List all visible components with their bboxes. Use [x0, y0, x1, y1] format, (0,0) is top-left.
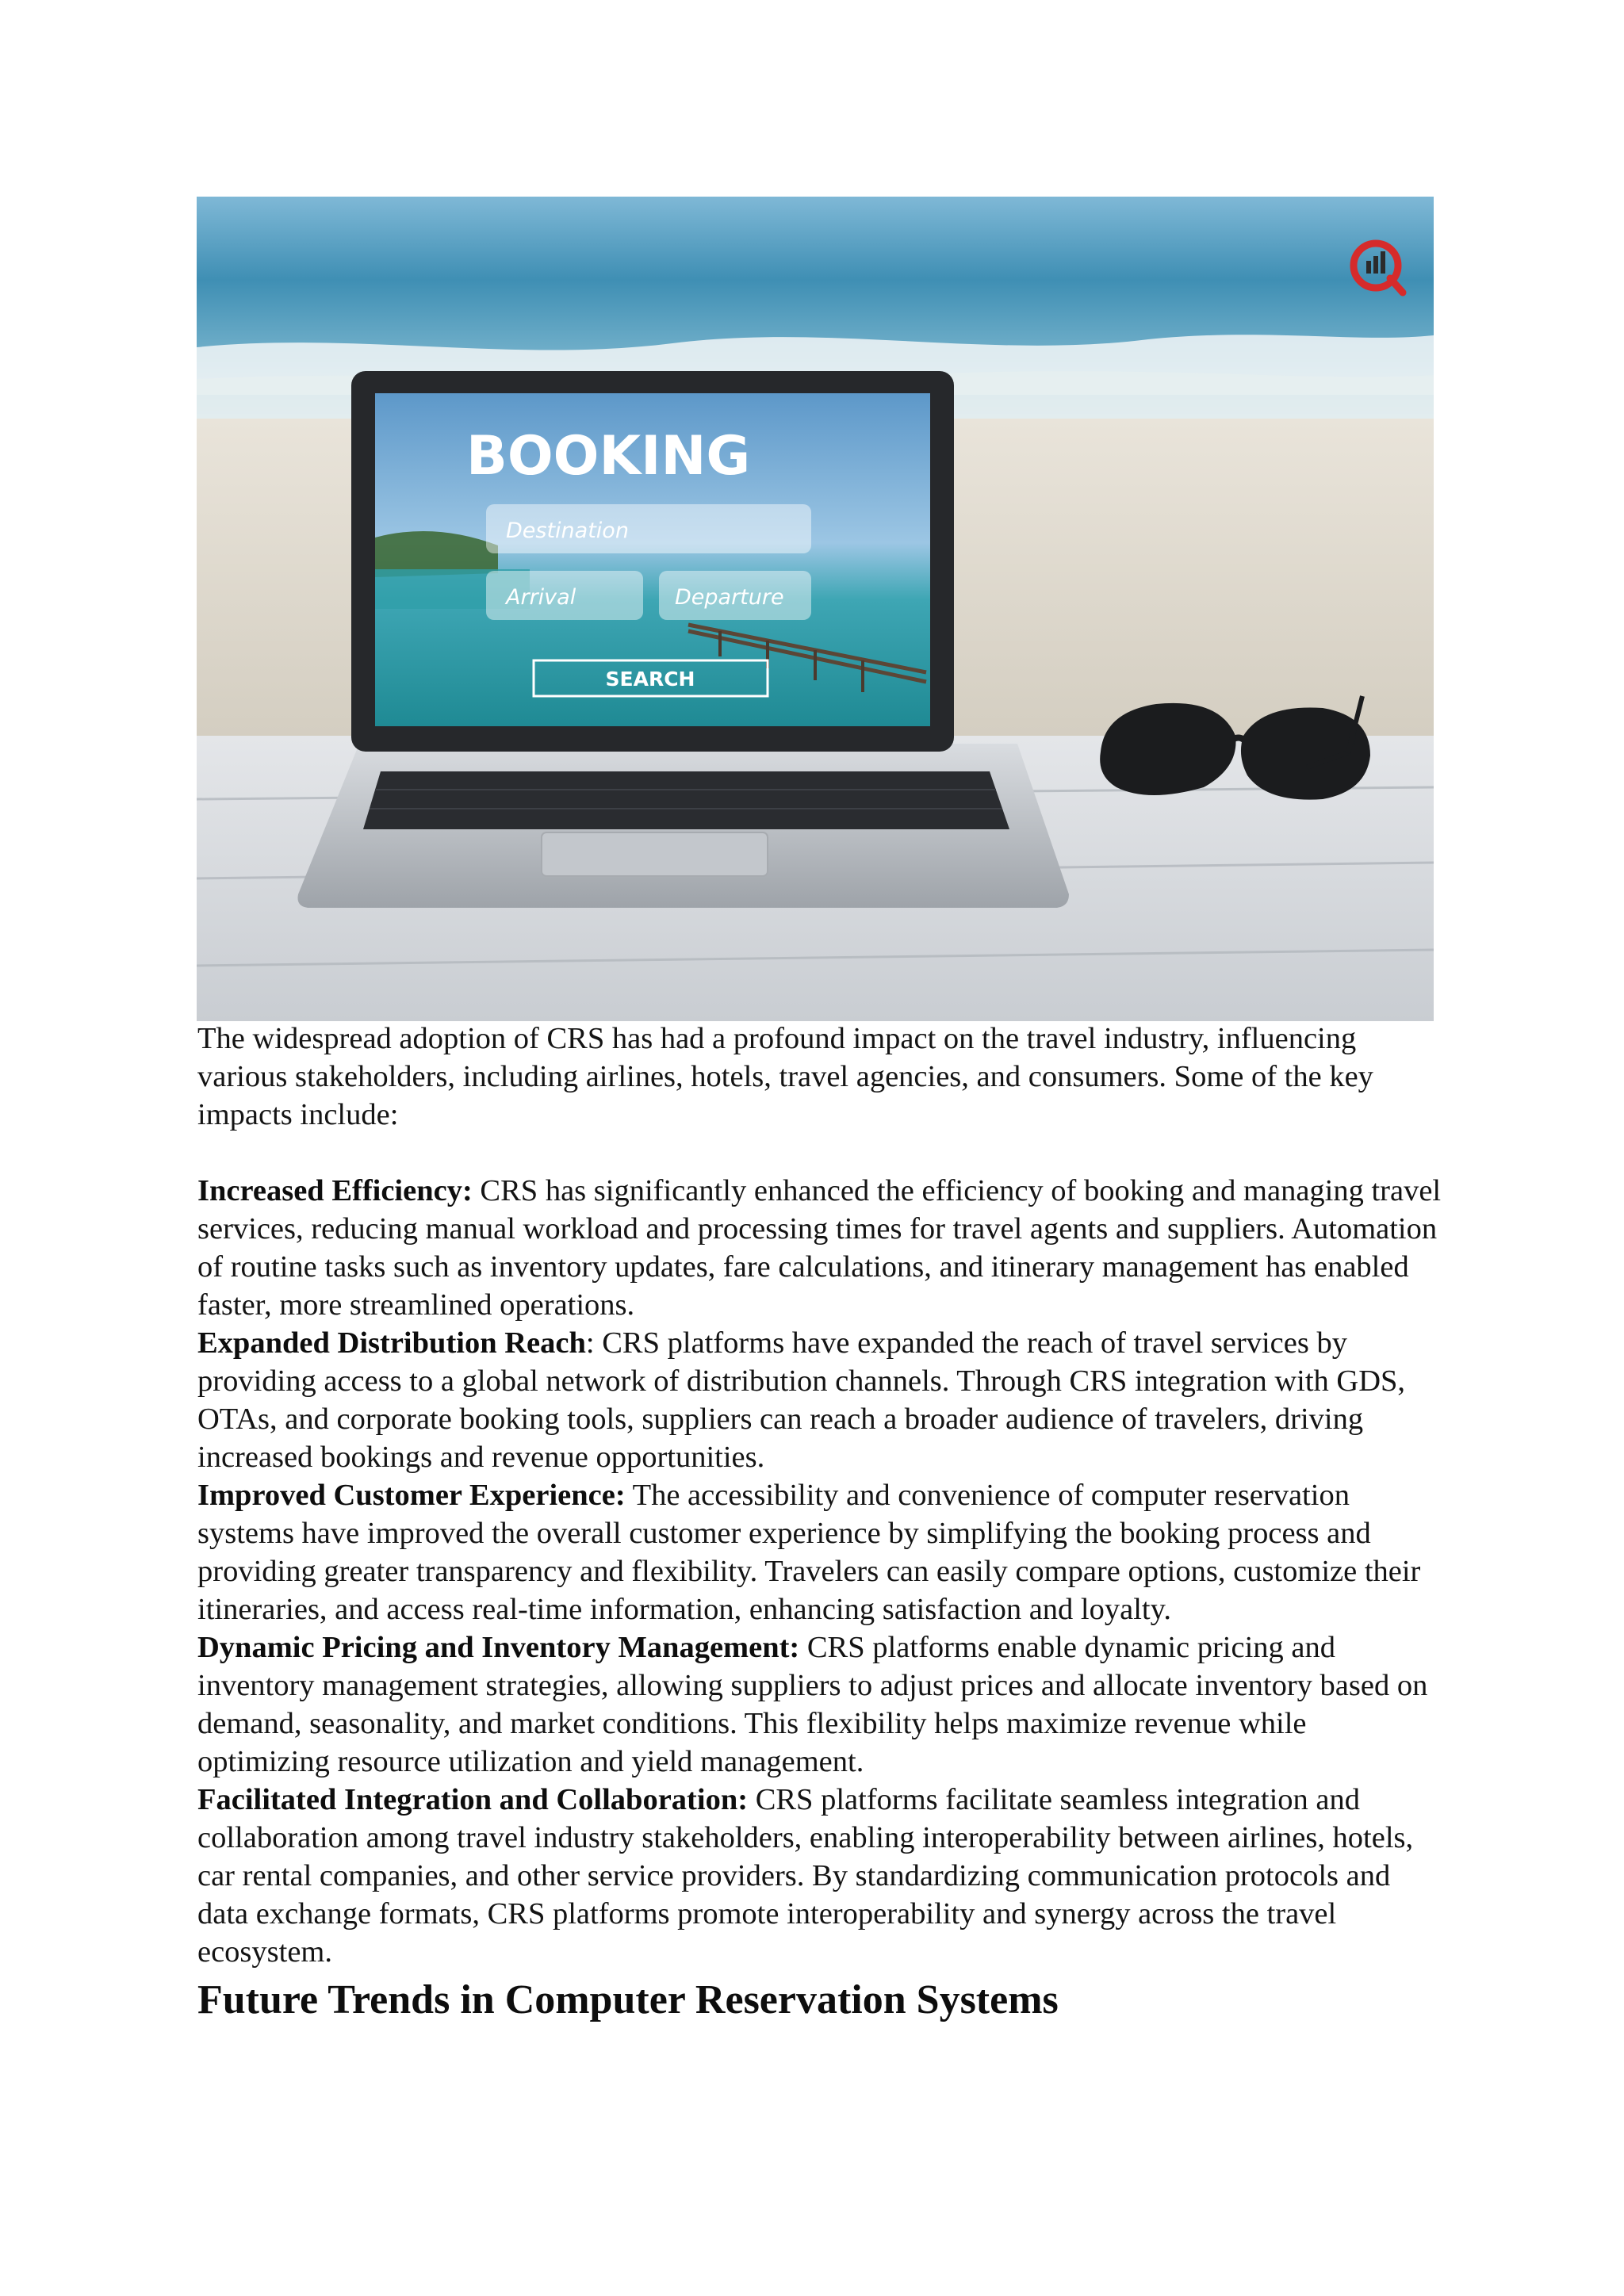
impact-improved-customer-experience [197, 1476, 1442, 1628]
impact-text: CRS has significantly enhanced the efficiency of booking and managing travel services, reducing manual workload and processing times for travel agents and suppliers. Automation of routine tasks such as inventory updates, fare calculations, and itinerary management has enabled faster, more streamlined operations. [197, 1174, 1442, 1322]
impact-text: CRS platforms enable dynamic pricing and inventory management strategies, allowing suppliers to adjust prices and allocate inventory based on demand, seasonality, and market conditions. This flexibility helps maximize revenue while optimizing resource utilization and yield management. [197, 1631, 1428, 1778]
destination-placeholder: Destination [506, 519, 629, 543]
impact-title: Facilitated Integration and Collaboration: [197, 1783, 749, 1816]
laptop-keyboard [363, 771, 1009, 829]
article-body [197, 1020, 1442, 2025]
impact-text: CRS platforms facilitate seamless integration and collaboration among travel industry stakeholders, enabling interoperability between airlines, hotels, car rental companies, and other service providers. By standardizing communication protocols and data exchange formats, CRS platforms promote interoperability and synergy across the travel ecosystem. [197, 1783, 1414, 1969]
departure-placeholder: Departure [675, 585, 784, 610]
impact-title: Improved Customer Experience: [197, 1479, 626, 1512]
section-heading: Future Trends in Computer Reservation Systems [197, 1977, 1059, 2022]
hero-image [197, 197, 1434, 1021]
search-button-label: SEARCH [605, 668, 695, 691]
impact-increased-efficiency [197, 1172, 1442, 1324]
booking-title: BOOKING [466, 425, 751, 488]
intro-paragraph: The widespread adoption of CRS has had a profound impact on the travel industry, influencing various stakeholders, including airlines, hotels, travel agencies, and consumers. Some of the key impacts include: [197, 1022, 1373, 1131]
arrival-placeholder: Arrival [506, 585, 576, 610]
impact-title: Dynamic Pricing and Inventory Management: [197, 1631, 800, 1664]
impact-dynamic-pricing [197, 1628, 1442, 1781]
impact-text: : CRS platforms have expanded the reach of travel services by providing access to a global network of distribution channels. Through CRS integration with GDS, OTAs, and corporate booking tools, suppliers can reach a broader audience of travelers, driving increased bookings and revenue opportunities. [197, 1326, 1406, 1474]
impact-text: The accessibility and convenience of computer reservation systems have improved the overall customer experience by simplifying the booking process and providing greater transparency and flexibility. Travelers can easily compare options, customize their itineraries, and access real-time information, enhancing satisfaction and loyalty. [197, 1479, 1421, 1626]
hero-illustration [197, 197, 1434, 1021]
impact-facilitated-integration [197, 1781, 1442, 1971]
impact-title: Increased Efficiency: [197, 1174, 473, 1207]
impact-title: Expanded Distribution Reach [197, 1326, 586, 1360]
laptop-trackpad [542, 832, 768, 876]
impact-expanded-distribution-reach [197, 1324, 1442, 1476]
